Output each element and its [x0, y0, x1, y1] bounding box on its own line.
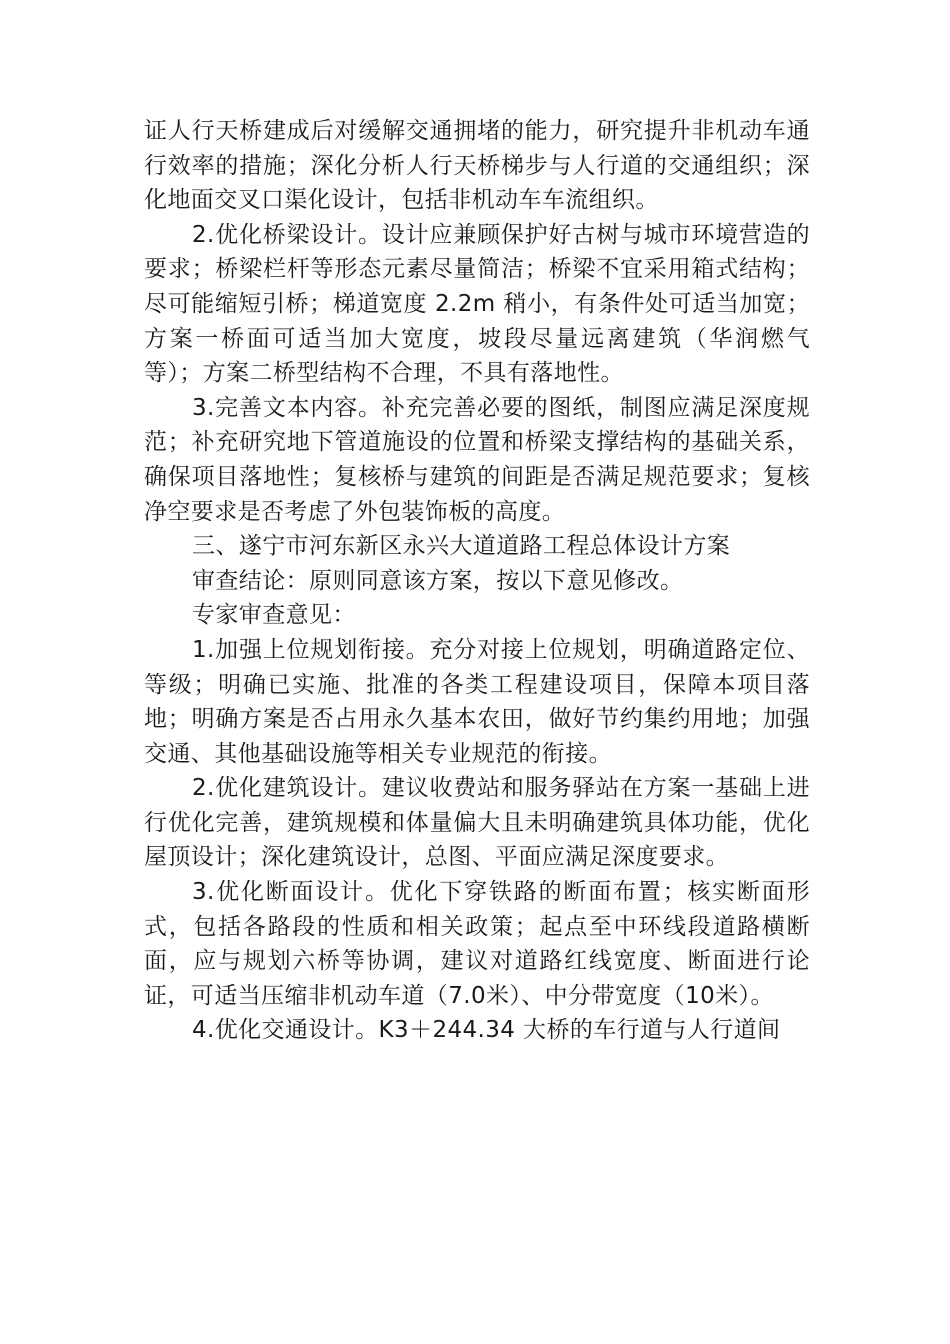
paragraph-planning-link: 1.加强上位规划衔接。充分对接上位规划，明确道路定位、等级；明确已实施、批准的各类工程建设项目，保障本项目落地；明确方案是否占用永久基本农田，做好节约集约用地；加强交通、其他基础设施等相关专业规范的衔接。	[144, 636, 810, 767]
paragraph-section-design: 3.优化断面设计。优化下穿铁路的断面布置；核实断面形式，包括各路段的性质和相关政策；起点至中环线段道路横断面，应与规划六桥等协调，建议对道路红线宽度、断面进行论证，可适当压缩非机动车道（7.0米）、中分带宽度（10米）。	[144, 879, 810, 1009]
paragraph-building-design: 2.优化建筑设计。建议收费站和服务驿站在方案一基础上进行优化完善，建筑规模和体量偏大且未明确建筑具体功能，优化屋顶设计；深化建筑设计，总图、平面应满足深度要求。	[144, 775, 810, 871]
paragraph-review-conclusion: 审查结论：原则同意该方案，按以下意见修改。	[192, 567, 684, 594]
paragraph-traffic-design: 4.优化交通设计。K3＋244.34 大桥的车行道与人行道间	[192, 1017, 781, 1044]
document-page	[144, 114, 810, 1048]
section-heading-yongxing-avenue: 三、遂宁市河东新区永兴大道道路工程总体设计方案	[192, 533, 731, 560]
paragraph-expert-opinion-label: 专家审查意见：	[192, 602, 356, 629]
paragraph-text-content: 3.完善文本内容。补充完善必要的图纸，制图应满足深度规范；补充研究地下管道施设的位置和桥梁支撑结构的基础关系，确保项目落地性；复核桥与建筑的间距是否满足规范要求；复核净空要求是否考虑了外包装饰板的高度。	[144, 394, 810, 525]
paragraph-intro-continued: 证人行天桥建成后对缓解交通拥堵的能力，研究提升非机动车通行效率的措施；深化分析人行天桥梯步与人行道的交通组织；深化地面交叉口渠化设计，包括非机动车车流组织。	[144, 118, 810, 214]
paragraph-bridge-design: 2.优化桥梁设计。设计应兼顾保护好古树与城市环境营造的要求；桥梁栏杆等形态元素尽量简洁；桥梁不宜采用箱式结构；尽可能缩短引桥；梯道宽度 2.2m 稍小，有条件处可适当加宽；方案一桥面可适当加大宽度，坡段尽量远离建筑（华润燃气等）；方案二桥型结构不合理，不具有落地性。	[144, 221, 810, 387]
